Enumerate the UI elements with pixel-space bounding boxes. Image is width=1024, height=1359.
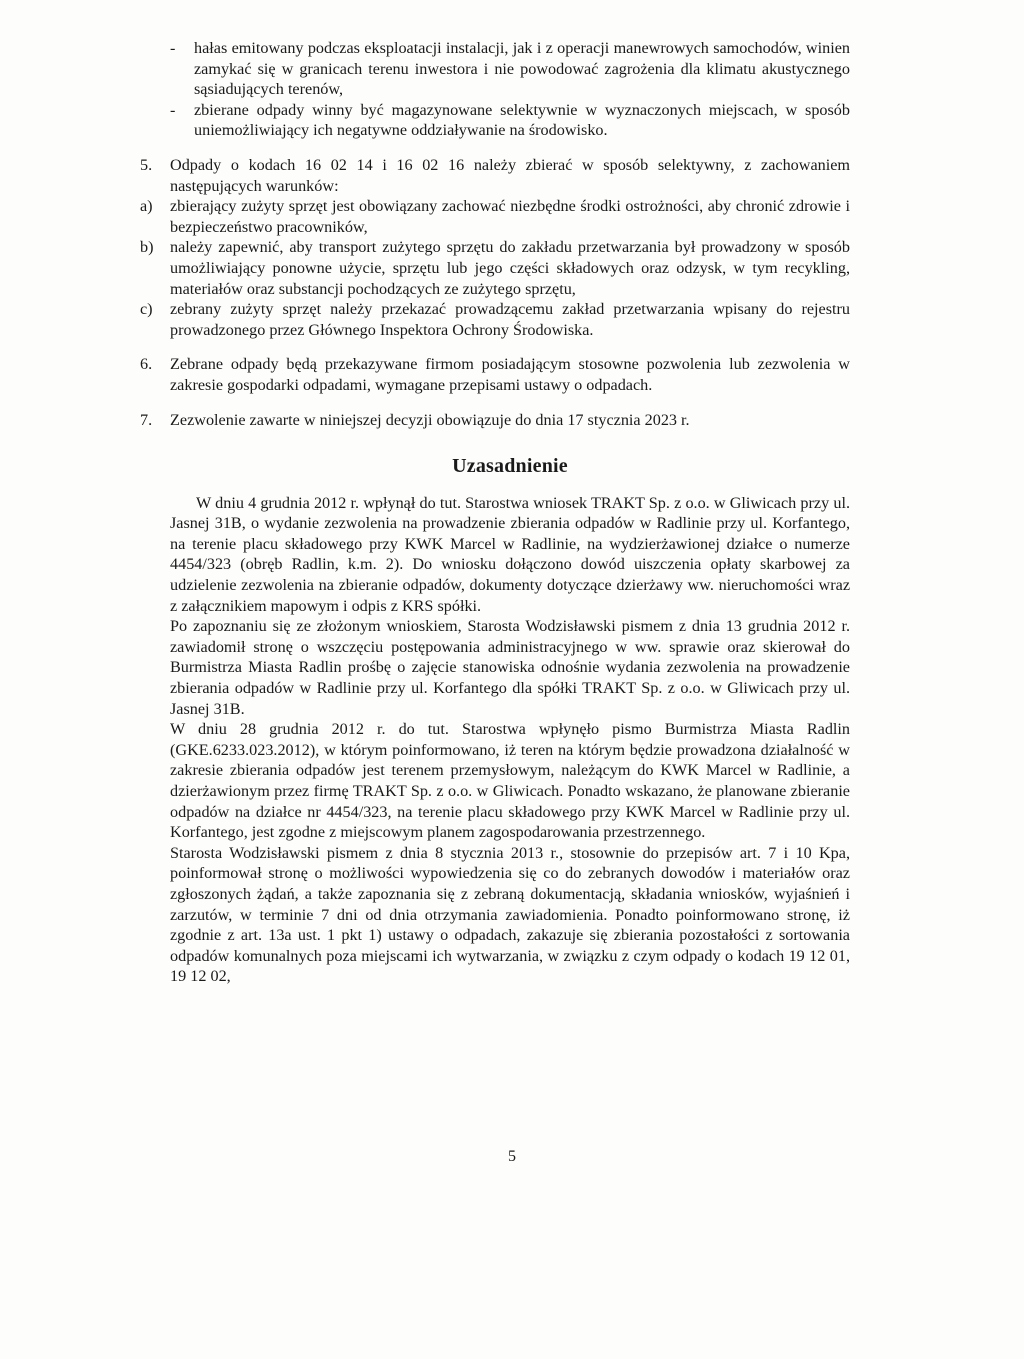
numbered-item-6 <box>140 354 850 395</box>
sub-item-label: a) <box>140 197 153 216</box>
sub-item-b <box>140 237 850 299</box>
dash-bullet: - <box>170 100 176 119</box>
numbered-item-7 <box>140 410 850 431</box>
section-title: Uzasadnienie <box>452 455 568 478</box>
dash-item-text: hałas emitowany podczas eksploatacji instalacji, jak i z operacji manewrowych samochodów, winien zamykać się w granicach terenu inwestora i nie powodować zagrożenia dla klimatu akustycznego sąsiadujących terenów, <box>194 39 850 99</box>
dash-list-item <box>170 38 850 100</box>
item-text: Odpady o kodach 16 02 14 i 16 02 16 należy zbierać w sposób selektywny, z zachowaniem następujących warunków: <box>170 155 850 195</box>
sub-item-text: należy zapewnić, aby transport zużytego sprzętu do zakładu przetwarzania był prowadzony w sposób umożliwiający ponowne użycie, sprzętu lub jego części składowych oraz odzysk, w tym recykling, materiałów oraz substancji pochodzących ze zużytego sprzętu, <box>170 238 850 298</box>
sub-item-c <box>140 299 850 340</box>
dash-list-item <box>170 100 850 141</box>
sub-item-text: zebrany zużyty sprzęt należy przekazać prowadzącemu zakład przetwarzania wpisany do rejestru prowadzonego przez Głównego Inspektora Ochrony Środowiska. <box>170 300 850 339</box>
justification-paragraph: W dniu 28 grudnia 2012 r. do tut. Starostwa wpłynęło pismo Burmistrza Miasta Radlin (GKE.6233.023.2012), w którym poinformowano, iż teren na którym będzie prowadzona działalność w zakresie zbierania odpadów jest terenem przemysłowym, należącym do KWK Marcel w Radlinie, a dzierżawionym przez firmę TRAKT Sp. z o.o. w Gliwicach. Ponadto wskazano, że planowane zbieranie odpadów na działce nr 4454/323, na terenie placu składowego przy KWK Marcel w Radlinie przy ul. Korfantego, jest zgodne z miejscowym planem zagospodarowania przestrzennego. <box>170 720 850 842</box>
justification-paragraph: Po zapoznaniu się ze złożonym wnioskiem, Starosta Wodzisławski pismem z dnia 13 grudnia 2012 r. zawiadomił stronę o wszczęciu postępowania administracyjnego w ww. sprawie oraz skierował do Burmistrza Miasta Radlin prośbę o zajęcie stanowiska odnośnie wydania zezwolenia na prowadzenie zbierania odpadów w Radlinie przy ul. Korfantego dla spółki TRAKT Sp. z o.o. w Gliwicach przy ul. Jasnej 31B. <box>170 617 850 718</box>
sub-item-a <box>140 196 850 237</box>
sub-list <box>140 196 850 340</box>
item-text: Zezwolenie zawarte w niniejszej decyzji obowiązuje do dnia 17 stycznia 2023 r. <box>170 410 690 429</box>
item-number: 5. <box>140 155 153 174</box>
justification-paragraph: Starosta Wodzisławski pismem z dnia 8 stycznia 2013 r., stosownie do przepisów art. 7 i 10 Kpa, poinformował stronę o możliwości wypowiedzenia się co do zebranych dowodów i materiałów oraz zgłoszonych żądań, a także zapoznania się z zebraną dokumentacją, składania wniosków, wyjaśnień i zarzutów, w terminie 7 dni od dnia otrzymania zawiadomienia. Ponadto poinformowano stronę, iż zgodnie z art. 13a ust. 1 pkt 1) ustawy o odpadach, zakazuje się zbierania pozostałości z sortowania odpadów komunalnych poza miejscami ich wytwarzania, w związku z czym odpady o kodach 19 12 01, 19 12 02, <box>170 843 850 986</box>
sub-item-label: b) <box>140 238 154 257</box>
item-number: 7. <box>140 410 153 429</box>
sub-item-label: c) <box>140 300 153 319</box>
page-number: 5 <box>508 1148 516 1165</box>
numbered-item-5 <box>140 155 850 340</box>
item-number: 6. <box>140 355 153 374</box>
dash-bullet: - <box>170 39 176 57</box>
justification-paragraph: W dniu 4 grudnia 2012 r. wpłynął do tut. Starostwa wniosek TRAKT Sp. z o.o. w Gliwicach przy ul. Jasnej 31B, o wydanie zezwolenia na prowadzenie zbierania odpadów w Radlinie przy ul. Korfantego, na terenie placu składowego przy KWK Marcel w Radlinie, na wydzierżawionej działce o numerze 4454/323 (obręb Radlin, k.m. 2). Do wniosku dołączono dowód uiszczenia opłaty skarbowej za udzielenie zezwolenia na zbieranie odpadów, dokumenty dotyczące dzierżawy ww. nieruchomości wraz z załącznikiem mapowym i odpis z KRS spółki. <box>170 493 850 615</box>
document-body <box>140 38 850 987</box>
sub-item-text: zbierający zużyty sprzęt jest obowiązany zachować niezbędne środki ostrożności, aby chronić zdrowie i bezpieczeństwo pracowników, <box>170 197 850 236</box>
item-text: Zebrane odpady będą przekazywane firmom posiadającym stosowne pozwolenia lub zezwolenia w zakresie gospodarki odpadami, wymagane przepisami ustawy o odpadach. <box>170 355 850 394</box>
dash-item-text: zbierane odpady winny być magazynowane selektywnie w wyznaczonych miejscach, w sposób uniemożliwiający ich negatywne oddziaływanie na środowisko. <box>194 100 850 140</box>
